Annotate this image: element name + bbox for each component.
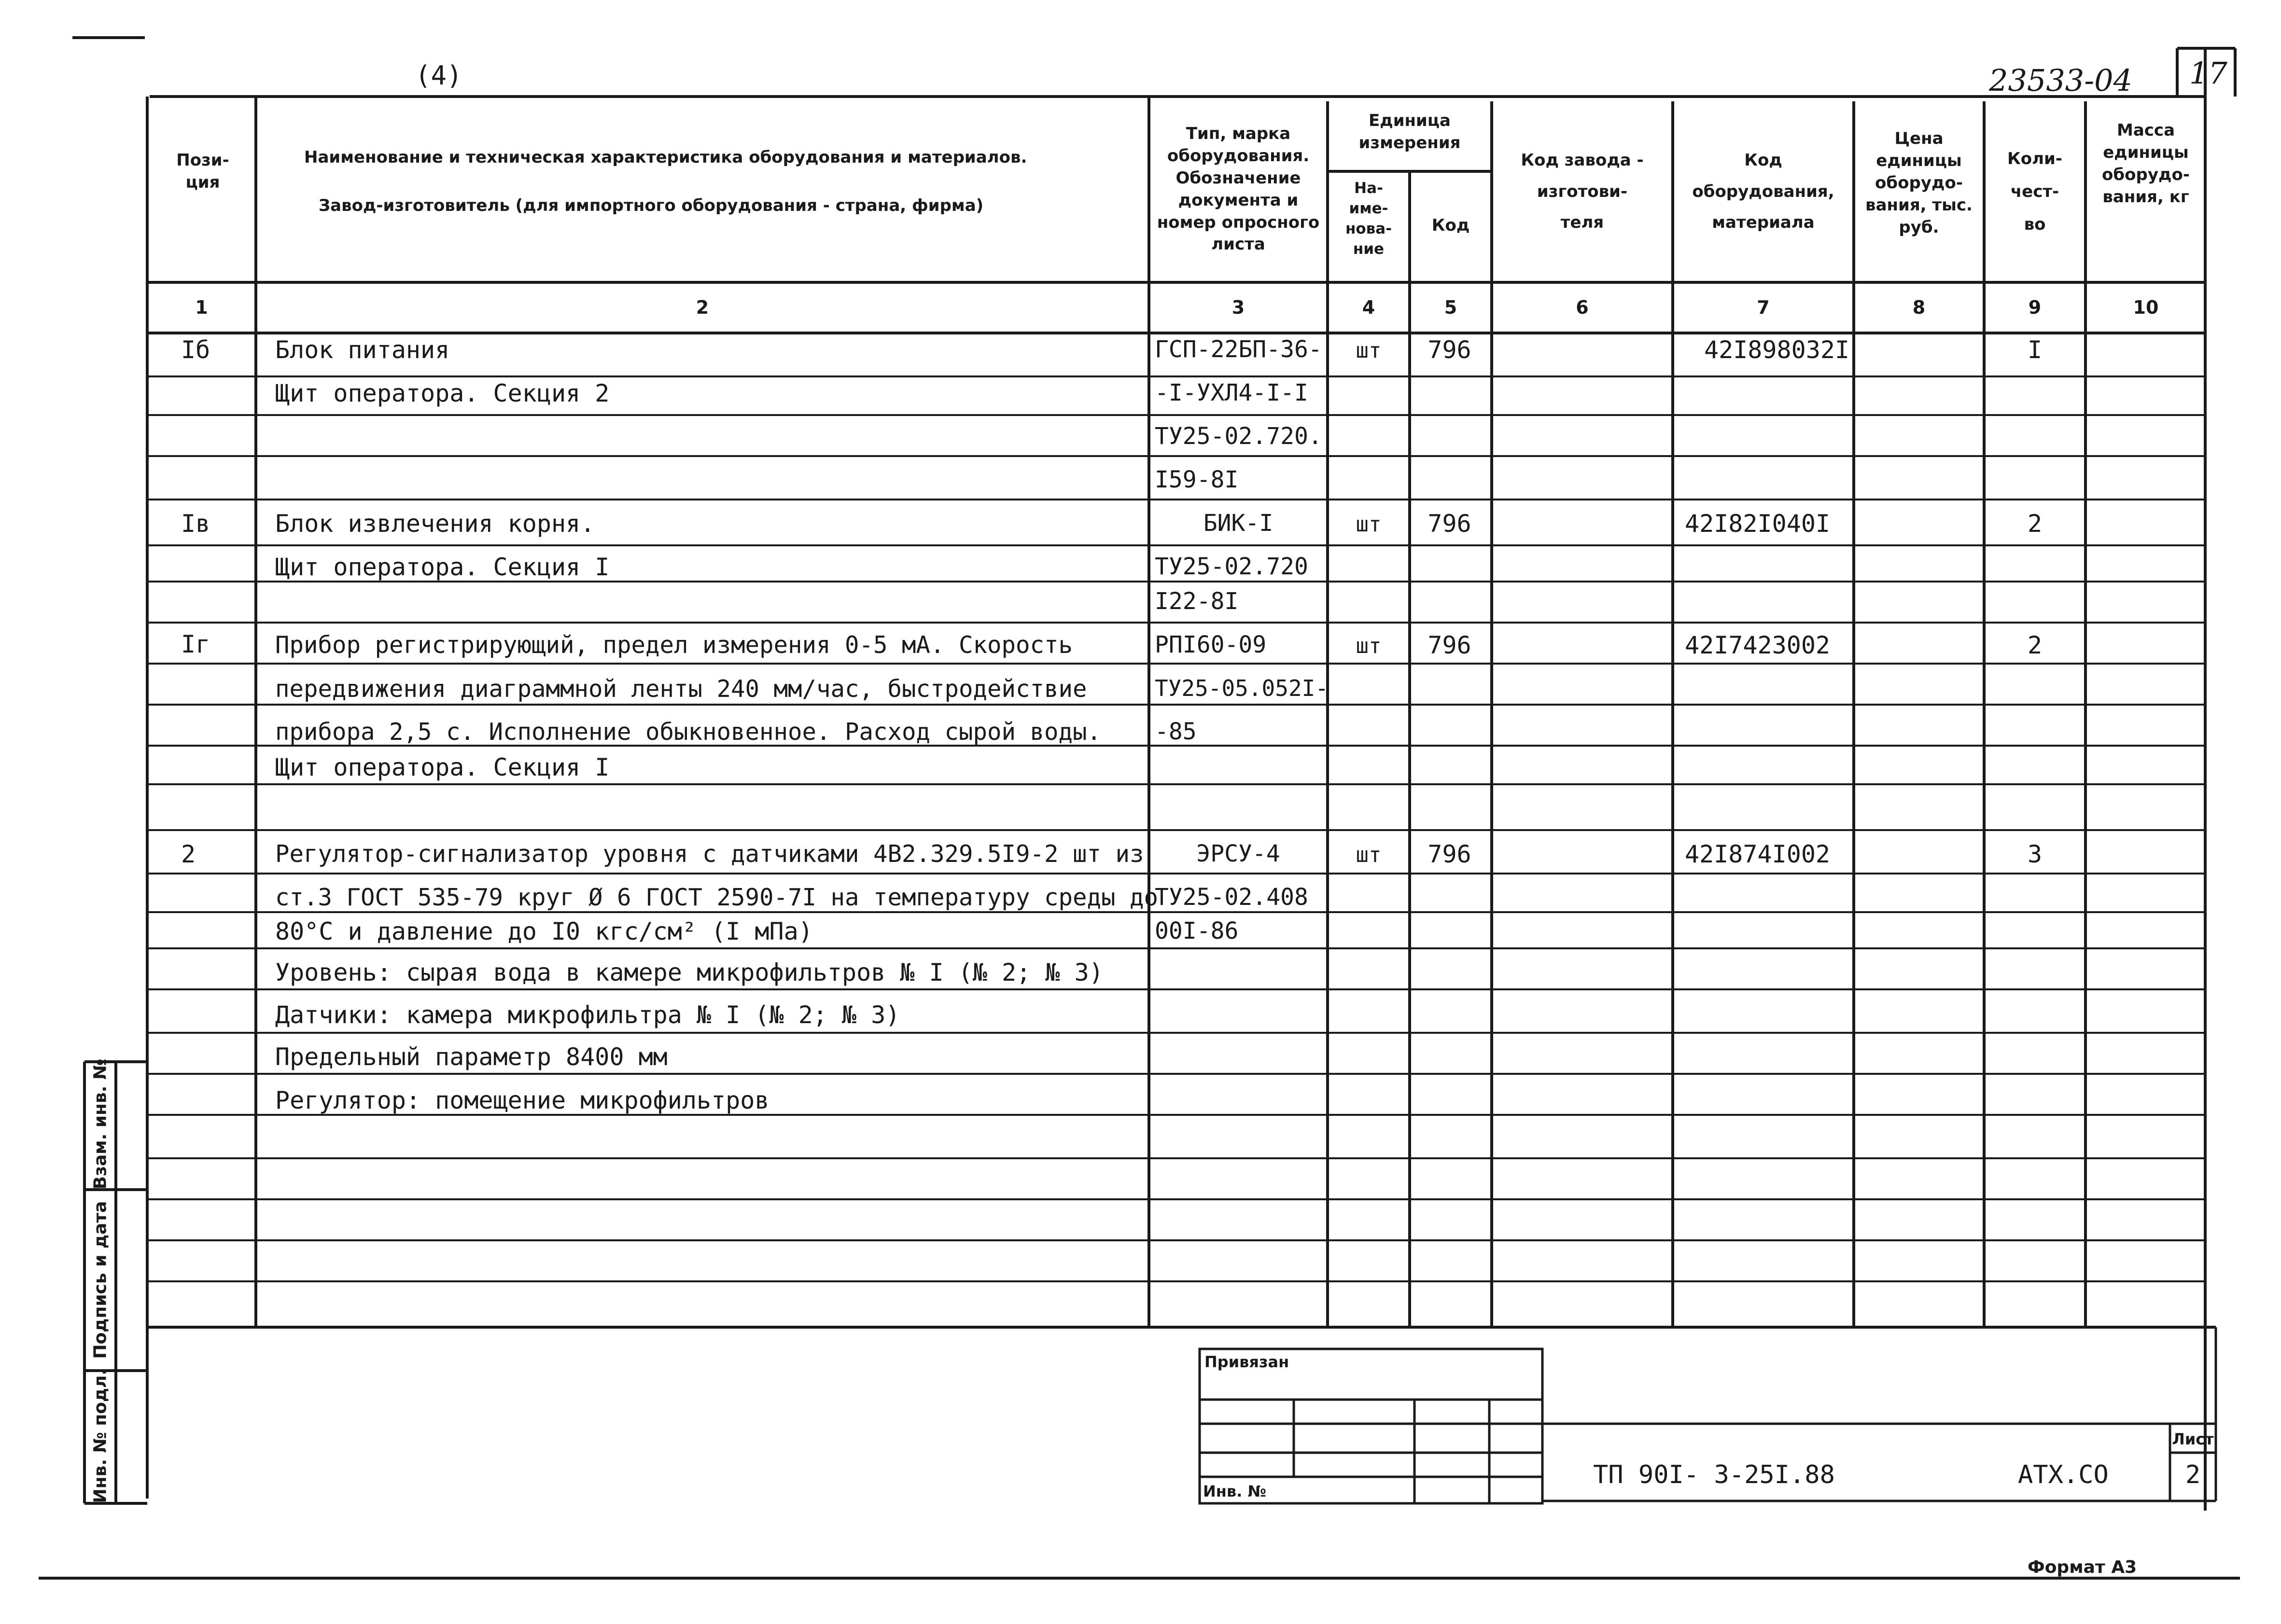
row-12-name: Регулятор-сигнализатор уровня с датчиками 4В2.329.5I9-2 шт из <box>275 840 1144 868</box>
row-2-type: ТУ25-02.720. <box>1155 423 1322 450</box>
row-7-unit: шт <box>1356 634 1382 658</box>
row-4-code: 796 <box>1427 510 1471 538</box>
row-13-type: ТУ25-02.408 <box>1155 884 1308 911</box>
side-stamp-inv-original <box>84 1368 116 1503</box>
row-9-type: -85 <box>1155 718 1197 745</box>
row-5-type: ТУ25-02.720 <box>1155 553 1308 580</box>
row-7-code: 796 <box>1427 631 1471 659</box>
title-block-bound-label: Привязан <box>1204 1353 1289 1371</box>
row-4-unit: шт <box>1356 512 1382 537</box>
header-unit-code: Код <box>1431 216 1470 235</box>
row-12-pos: 2 <box>181 840 196 868</box>
row-12-equip: 42I874I002 <box>1685 840 1831 868</box>
header-unit-group: Единица измерения <box>1358 111 1461 153</box>
row-4-name: Блок извлечения корня. <box>275 510 595 538</box>
title-block-sheet-number: 2 <box>2185 1460 2201 1489</box>
row-7-equip: 42I7423002 <box>1685 631 1831 659</box>
row-7-name: Прибор регистрирующий, предел измерения 0-5 мА. Скорость <box>275 631 1073 659</box>
header-position: Пози- ция <box>176 151 229 192</box>
row-10-name: Щит оператора. Секция I <box>275 753 610 781</box>
side-stamp-signature-date-label: Подпись и дата <box>90 1201 111 1359</box>
row-12-qty: 3 <box>2027 840 2043 868</box>
row-0-unit: шт <box>1356 338 1382 363</box>
row-0-equip: 42I898032I <box>1704 336 1850 364</box>
format-label: Формат А3 <box>2028 1557 2137 1577</box>
row-0-pos: Iб <box>181 336 210 364</box>
header-qty: Коли- чест- во <box>2007 149 2062 234</box>
title-block-sheet-label: Лист <box>2172 1430 2214 1448</box>
row-9-name: прибора 2,5 с. Исполнение обыкновенное. Расход сырой воды. <box>275 718 1102 746</box>
col-number-2: 2 <box>696 297 709 318</box>
header-type: Тип, марка оборудования. Обозначение документа и номер опросного листа <box>1157 124 1320 254</box>
row-12-type: ЭРСУ-4 <box>1196 840 1280 867</box>
col-number-7: 7 <box>1757 297 1770 318</box>
col-number-8: 8 <box>1912 297 1926 318</box>
title-block-inv-label: Инв. № <box>1203 1482 1266 1500</box>
row-8-name: передвижения диаграммной ленты 240 мм/час, быстродействие <box>275 675 1087 703</box>
col-number-6: 6 <box>1576 297 1589 318</box>
col-number-9: 9 <box>2028 297 2042 318</box>
side-stamp-inv-exchange <box>84 1058 116 1190</box>
doc-number-handwritten: 23533-04 <box>1989 63 2133 98</box>
row-4-type: БИК-I <box>1203 510 1273 537</box>
row-5-name: Щит оператора. Секция I <box>275 553 610 581</box>
col-number-3: 3 <box>1231 297 1245 318</box>
header-price: Цена единицы оборудо- вания, тыс. руб. <box>1865 129 1973 237</box>
header-unit-name: На- име- нова- ние <box>1345 180 1392 258</box>
side-stamp-signature-date <box>84 1190 116 1371</box>
col-number-10: 10 <box>2133 297 2159 318</box>
row-3-type: I59-8I <box>1155 466 1239 493</box>
row-0-type: ГСП-22БП-36- <box>1155 336 1322 363</box>
col-number-1: 1 <box>195 297 208 318</box>
row-14-name: 80°С и давление до I0 кгс/см² (I мПа) <box>275 917 813 945</box>
row-14-type: 00I-86 <box>1155 917 1239 944</box>
row-7-pos: Iг <box>181 630 210 658</box>
row-13-name: ст.3 ГОСТ 535-79 круг Ø 6 ГОСТ 2590-7I на температуру среды до <box>275 884 1159 911</box>
row-8-type: ТУ25-05.052I- <box>1155 675 1329 701</box>
row-0-qty: I <box>2027 336 2043 364</box>
row-6-type: I22-8I <box>1155 588 1239 615</box>
row-0-code: 796 <box>1427 336 1471 364</box>
header-name-line1: Наименование и техническая характеристика оборудования и материалов. <box>304 148 1027 167</box>
header-name-line2: Завод-изготовитель (для импортного оборудования - страна, фирма) <box>319 196 984 215</box>
row-7-type: РПI60-09 <box>1155 631 1267 658</box>
header-equip-code: Код оборудования, материала <box>1692 151 1834 233</box>
row-18-name: Регулятор: помещение микрофильтров <box>275 1086 770 1114</box>
row-4-equip: 42I82I040I <box>1685 510 1831 538</box>
header-plant-code: Код завода - изготови- теля <box>1521 151 1644 233</box>
sheet-label: (4) <box>415 60 462 91</box>
row-16-name: Датчики: камера микрофильтра № I (№ 2; № 3) <box>275 1001 900 1029</box>
page-number-handwritten: 17 <box>2189 56 2227 91</box>
row-12-code: 796 <box>1427 840 1471 868</box>
row-0-name: Блок питания <box>275 336 450 364</box>
side-stamp-inv-original-label: Инв. № подл. <box>90 1368 111 1503</box>
row-1-name: Щит оператора. Секция 2 <box>275 379 610 407</box>
row-7-qty: 2 <box>2027 631 2043 659</box>
row-1-type: -I-УХЛ4-I-I <box>1155 379 1308 406</box>
title-block-doc-code: ТП 90I- 3-25I.88 <box>1593 1460 1835 1489</box>
row-15-name: Уровень: сырая вода в камере микрофильтров № I (№ 2; № 3) <box>275 958 1104 986</box>
row-4-pos: Iв <box>181 510 210 538</box>
col-number-5: 5 <box>1444 297 1457 318</box>
row-17-name: Предельный параметр 8400 мм <box>275 1043 668 1071</box>
row-4-qty: 2 <box>2027 510 2043 538</box>
title-block-doc-mark: АТХ.СО <box>2018 1460 2109 1489</box>
header-mass: Масса единицы оборудо- вания, кг <box>2102 121 2190 207</box>
col-number-4: 4 <box>1362 297 1375 318</box>
side-stamp-inv-exchange-label: Взам. инв. № <box>90 1058 111 1190</box>
row-12-unit: шт <box>1356 843 1382 867</box>
